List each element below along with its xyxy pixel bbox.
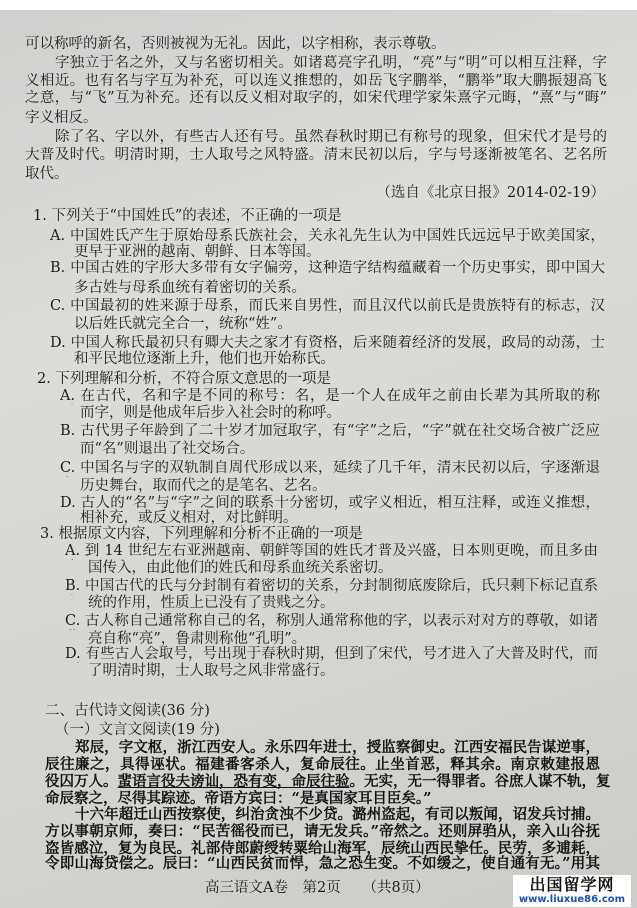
underlined-sentence: 蜚语言役夫谤讪，恐有变，命辰往验 [117, 773, 350, 790]
page-footer: 高三语文A卷 第2页 （共8页） [205, 880, 430, 896]
watermark-title: 出国留学网 [529, 875, 615, 894]
question-3-option-b-cont: 统的作用，性质上已没有了贵贱之分。 [88, 595, 335, 611]
classical-line: 命辰察之，尽得其踪迹。帝语方宾曰：“是真国家耳目臣矣。” [45, 790, 432, 807]
question-1-option-b: B. 中国古姓的字形大多带有女字偏旁，这种造字结构蕴藏着一个历史事实，即中国大 [50, 260, 605, 276]
classical-line: 辰往廉之，具得诬状。福建番客杀人，复命辰往。止坐首恶，释其余。南京敕建报恩 [45, 756, 600, 773]
section-subtitle: （一）文言文阅读(19 分) [55, 722, 220, 738]
classical-line-row [45, 773, 611, 790]
question-2-option-a: A. 在古代，名和字是不同的称号：名，是一个人在成年之前由长辈为其所取的称 [60, 388, 600, 404]
question-3-option-c: C. 古人称自己通常称自己的名，称别人通常称他的字，以表示对对方的尊敬，如诸 [65, 613, 598, 629]
question-2-option-b: B. 古代男子年龄到了二十岁才加冠取字，有“字”之后，“字”就在社交场合被广泛应 [60, 423, 600, 439]
question-1-option-a-cont: 更早于亚洲的越南、朝鲜、日本等国。 [74, 244, 321, 260]
question-2-option-d-cont: 相补充，或反义相对，对比鲜明。 [80, 510, 298, 526]
classical-line: 。无实，无一得罪者。谷庶人谋不轨，复 [349, 773, 611, 790]
classical-line: 郑辰，字文枢，浙江西安人。永乐四年进士，授监察御史。江西安福民告谋逆事， [75, 739, 600, 756]
question-2-option-a-cont: 而字，则是他成年后步入社会时的称呼。 [80, 405, 341, 421]
classical-line: 盗皆感泣，复为良民。礼部侍郎蔚绶转粟给山海军，辰统山西民挚任。民劳，多逋耗， [45, 840, 600, 857]
passage-line: 义相近。也有名与字互为补充，可以连义推想的，如岳飞字鹏举，“鹏举”取大鹏振翅高飞 [25, 73, 607, 89]
question-2-option-c: C. 中国名与字的双轨制自周代形成以来，延续了几千年，清末民初以后，字逐渐退 [60, 460, 600, 476]
question-2-option-b-cont: 而“名”则退出了社交场合。 [80, 441, 255, 457]
question-1-stem: 1. 下列关于“中国姓氏”的表述，不正确的一项是 [33, 208, 342, 224]
question-1-option-d: D. 中国人称氏最初只有卿大夫之家才有资格，后来随着经济的发展，政局的动荡，士 [50, 335, 605, 351]
question-1-option-b-cont: 多古姓与母系血统有着密切的关系。 [74, 280, 306, 296]
watermark-logo [513, 875, 631, 907]
passage-line: 可以称呼的新名，否则被视为无礼。因此，以字相称，表示尊敬。 [25, 36, 446, 52]
classical-line: 方以事朝京师，奏曰：“民苦徭役而已，请无发兵。”帝然之。还则屏驺从，亲入山谷抚 [45, 823, 600, 840]
passage-line: 之意，与“飞”互为补充。还有以反义相对取字的，如宋代理学家朱熹字元晦，“熹”与“晦” [25, 90, 607, 106]
classical-line: 役囚万人。 [45, 773, 118, 790]
question-2-option-c-cont: 历史舞台，取而代之的是笔名、艺名。 [80, 478, 327, 494]
question-1-option-a: A. 中国姓氏产生于原始母系氏族社会，关永礼先生认为中国姓氏远远早于欧美国家， [50, 228, 605, 244]
source-citation: （选自《北京日报》2014-02-19） [376, 185, 605, 201]
passage-line: 取代。 [25, 166, 69, 182]
section-title: 二、古代诗文阅读(36 分) [45, 703, 210, 719]
question-3-option-d: D. 有些古人会取号，号出现于春秋时期，但到了宋代，号才进入了大普及时代，而 [65, 646, 598, 662]
passage-line: 大普及时代。明清时期，士人取号之风特盛。清末民初以后，字与号逐渐被笔名、艺名所 [25, 147, 607, 163]
question-2-stem: 2. 下列理解和分析，不符合原文意思的一项是 [37, 371, 331, 387]
question-2-option-d: D. 古人的“名”与“字”之间的联系十分密切，或字义相近，相互注释，或连义推想， [60, 495, 600, 511]
question-3-option-a-cont: 国传入，由此他们的姓氏和母系血统关系密切。 [88, 560, 393, 576]
question-3-option-c-cont: 亮自称“亮”，鲁肃则称他“孔明”。 [88, 631, 307, 647]
passage-line: 字独立于名之外，又与名密切相关。如诸葛亮字孔明，“亮”与“明”可以相互注释，字 [55, 55, 607, 71]
classical-line: 十六年超迁山西按察使，纠治贪浊不少贷。潞州盗起，有司以叛闻，诏发兵讨捕。 [75, 806, 600, 823]
classical-line: 令即山海贷偿之。辰曰：“山西民贫而悍，急之恐生变。不如缓之，使自通有无。”用其 [45, 855, 600, 872]
passage-line: 字义相反。 [25, 110, 98, 126]
question-3-option-a: A. 到 14 世纪左右亚洲越南、朝鲜等国的姓氏才普及兴盛，日本则更晚，而且多由 [65, 543, 598, 559]
question-3-stem: 3. 根据原文内容，下列理解和分析不正确的一项是 [40, 526, 363, 542]
watermark-url: www.liuxue86.com [518, 894, 626, 905]
question-3-option-d-cont: 了明清时期，士人取号之风非常盛行。 [88, 663, 335, 679]
question-1-option-c-cont: 以后姓氏就完全合一，统称“姓”。 [74, 316, 292, 332]
question-1-option-d-cont: 和平民地位逐渐上升，他们也开始称氏。 [74, 351, 335, 367]
passage-line: 除了名、字以外，有些古人还有号。虽然春秋时期已有称号的现象，但宋代才是号的 [55, 129, 607, 145]
question-3-option-b: B. 中国古代的氏与分封制有着密切的关系，分封制彻底废除后，氏只剩下标记直系 [65, 578, 598, 594]
question-1-option-c: C. 中国最初的姓来源于母系，而氏来自男性，而且汉代以前氏是贵族特有的标志，汉 [50, 298, 605, 314]
